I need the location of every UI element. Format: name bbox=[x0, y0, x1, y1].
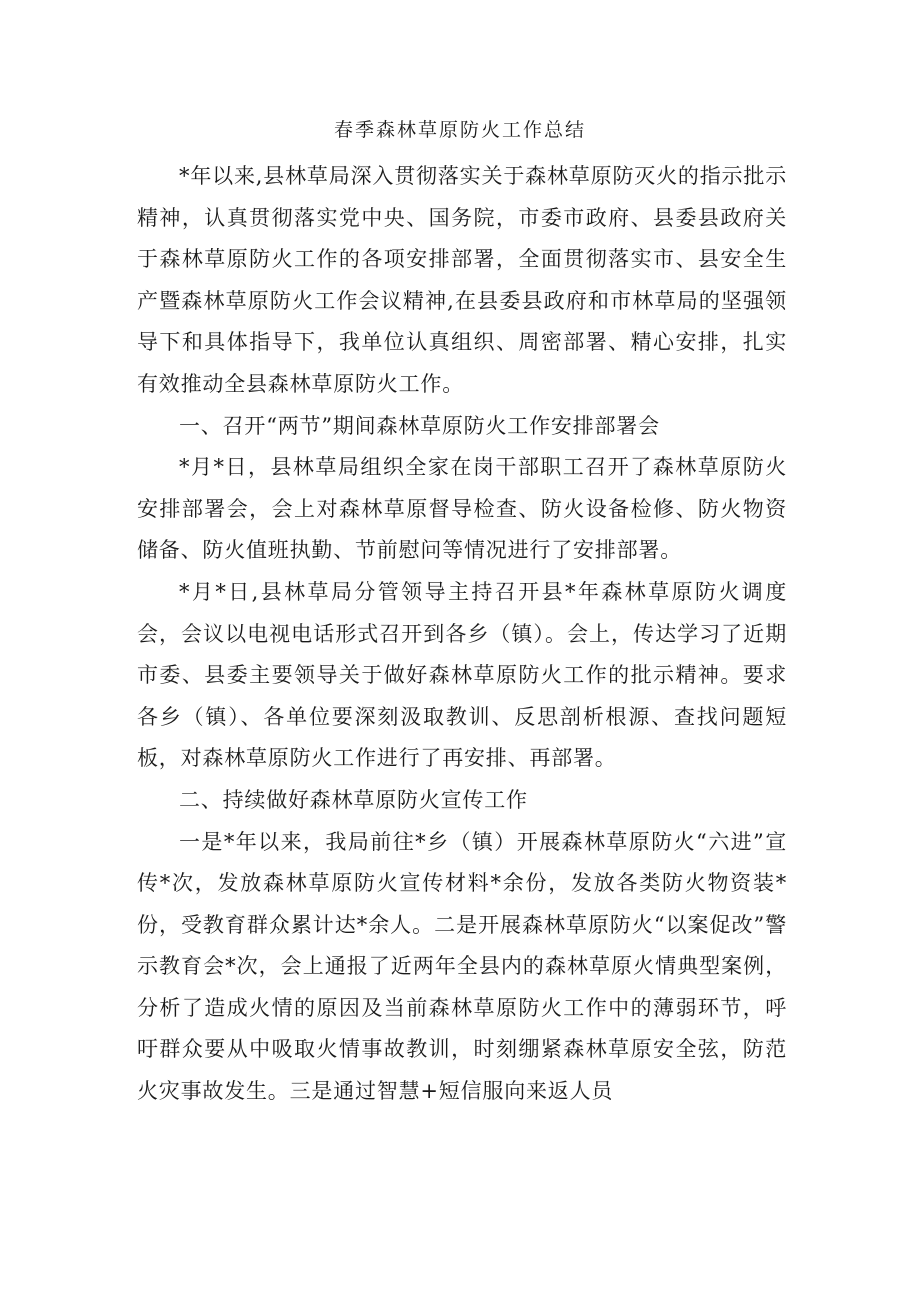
section-heading-1: 一、召开“两节”期间森林草原防火工作安排部署会 bbox=[179, 413, 660, 438]
document-body bbox=[137, 156, 787, 1113]
document-title: 春季森林草原防火工作总结 bbox=[333, 119, 586, 141]
intro-paragraph: *年以来,县林草局深入贯彻落实关于森林草原防灭火的指示批示精神，认真贯彻落实党中央、国务院，市委市政府、县委县政府关于森林草原防火工作的各项安排部署，全面贯彻落实市、县安全生产暨森林草原防火工作会议精神,在县委县政府和市林草局的坚强领导下和具体指导下，我单位认真组织、周密部署、精心安排，扎实有效推动全县森林草原防火工作。 bbox=[137, 164, 787, 396]
section-2-paragraph-1: 一是*年以来，我局前往*乡（镇）开展森林草原防火“六进”宣传*次，发放森林草原防火宣传材料*余份，发放各类防火物资装*份，受教育群众累计达*余人。二是开展森林草原防火“以案促改”警示教育会*次，会上通报了近两年全县内的森林草原火情典型案例，分析了造成火情的原因及当前森林草原防火工作中的薄弱环节，呼吁群众要从中吸取火情事故教训，时刻绷紧森林草原安全弦，防范火灾事故发生。三是通过智慧+短信服向来返人员 bbox=[137, 829, 787, 1104]
section-1-paragraph-2: *月*日,县林草局分管领导主持召开县*年森林草原防火调度会，会议以电视电话形式召开到各乡（镇）。会上，传达学习了近期市委、县委主要领导关于做好森林草原防火工作的批示精神。要求各乡（镇）、各单位要深刻汲取教训、反思剖析根源、查找问题短板，对森林草原防火工作进行了再安排、再部署。 bbox=[137, 579, 787, 771]
section-heading-2: 二、持续做好森林草原防火宣传工作 bbox=[179, 787, 528, 812]
section-1-paragraph-1: *月*日，县林草局组织全家在岗干部职工召开了森林草原防火安排部署会，会上对森林草原督导检查、防火设备检修、防火物资储备、防火值班执勤、节前慰问等情况进行了安排部署。 bbox=[137, 455, 787, 563]
